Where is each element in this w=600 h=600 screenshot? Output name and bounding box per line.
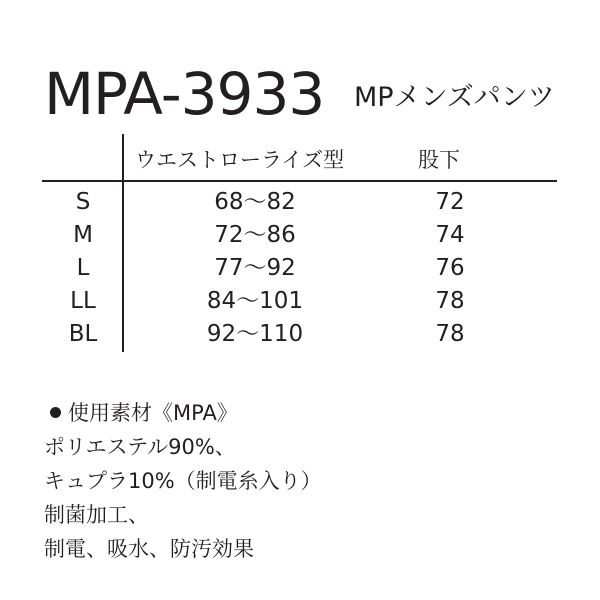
table-row bbox=[0, 219, 600, 251]
inseam-cell: 72 bbox=[435, 189, 465, 215]
waist-cell: 92〜110 bbox=[206, 321, 304, 347]
header-divider bbox=[42, 180, 557, 182]
waist-cell: 68〜82 bbox=[214, 189, 296, 215]
inseam-cell: 74 bbox=[435, 222, 465, 248]
table-row bbox=[0, 186, 600, 218]
inseam-cell: 78 bbox=[435, 288, 465, 314]
waist-column-header: ウエストローライズ型 bbox=[135, 148, 345, 172]
inseam-cell: 76 bbox=[435, 255, 465, 281]
table-row bbox=[0, 318, 600, 350]
bullet-icon bbox=[50, 407, 61, 418]
material-line: 制電、吸水、防汚効果 bbox=[44, 537, 254, 561]
material-line: ポリエステル90%、 bbox=[44, 435, 236, 459]
material-line: キュプラ10%（制電糸入り） bbox=[44, 469, 322, 493]
waist-cell: 77〜92 bbox=[214, 255, 296, 281]
material-line: 制菌加工、 bbox=[44, 503, 149, 527]
size-cell: BL bbox=[68, 321, 98, 347]
waist-cell: 72〜86 bbox=[214, 222, 296, 248]
size-cell: L bbox=[76, 255, 90, 281]
model-number: MPA-3933 bbox=[44, 60, 325, 128]
inseam-cell: 78 bbox=[435, 321, 465, 347]
table-row bbox=[0, 252, 600, 284]
size-cell: S bbox=[75, 189, 91, 215]
material-title: 使用素材《MPA》 bbox=[68, 401, 238, 425]
size-cell: LL bbox=[70, 288, 96, 314]
material-section bbox=[44, 396, 322, 566]
material-title-line bbox=[44, 396, 322, 430]
waist-cell: 84〜101 bbox=[206, 288, 304, 314]
product-name: MPメンズパンツ bbox=[354, 82, 555, 113]
size-cell: M bbox=[73, 222, 93, 248]
table-row bbox=[0, 285, 600, 317]
inseam-column-header: 股下 bbox=[418, 148, 460, 172]
